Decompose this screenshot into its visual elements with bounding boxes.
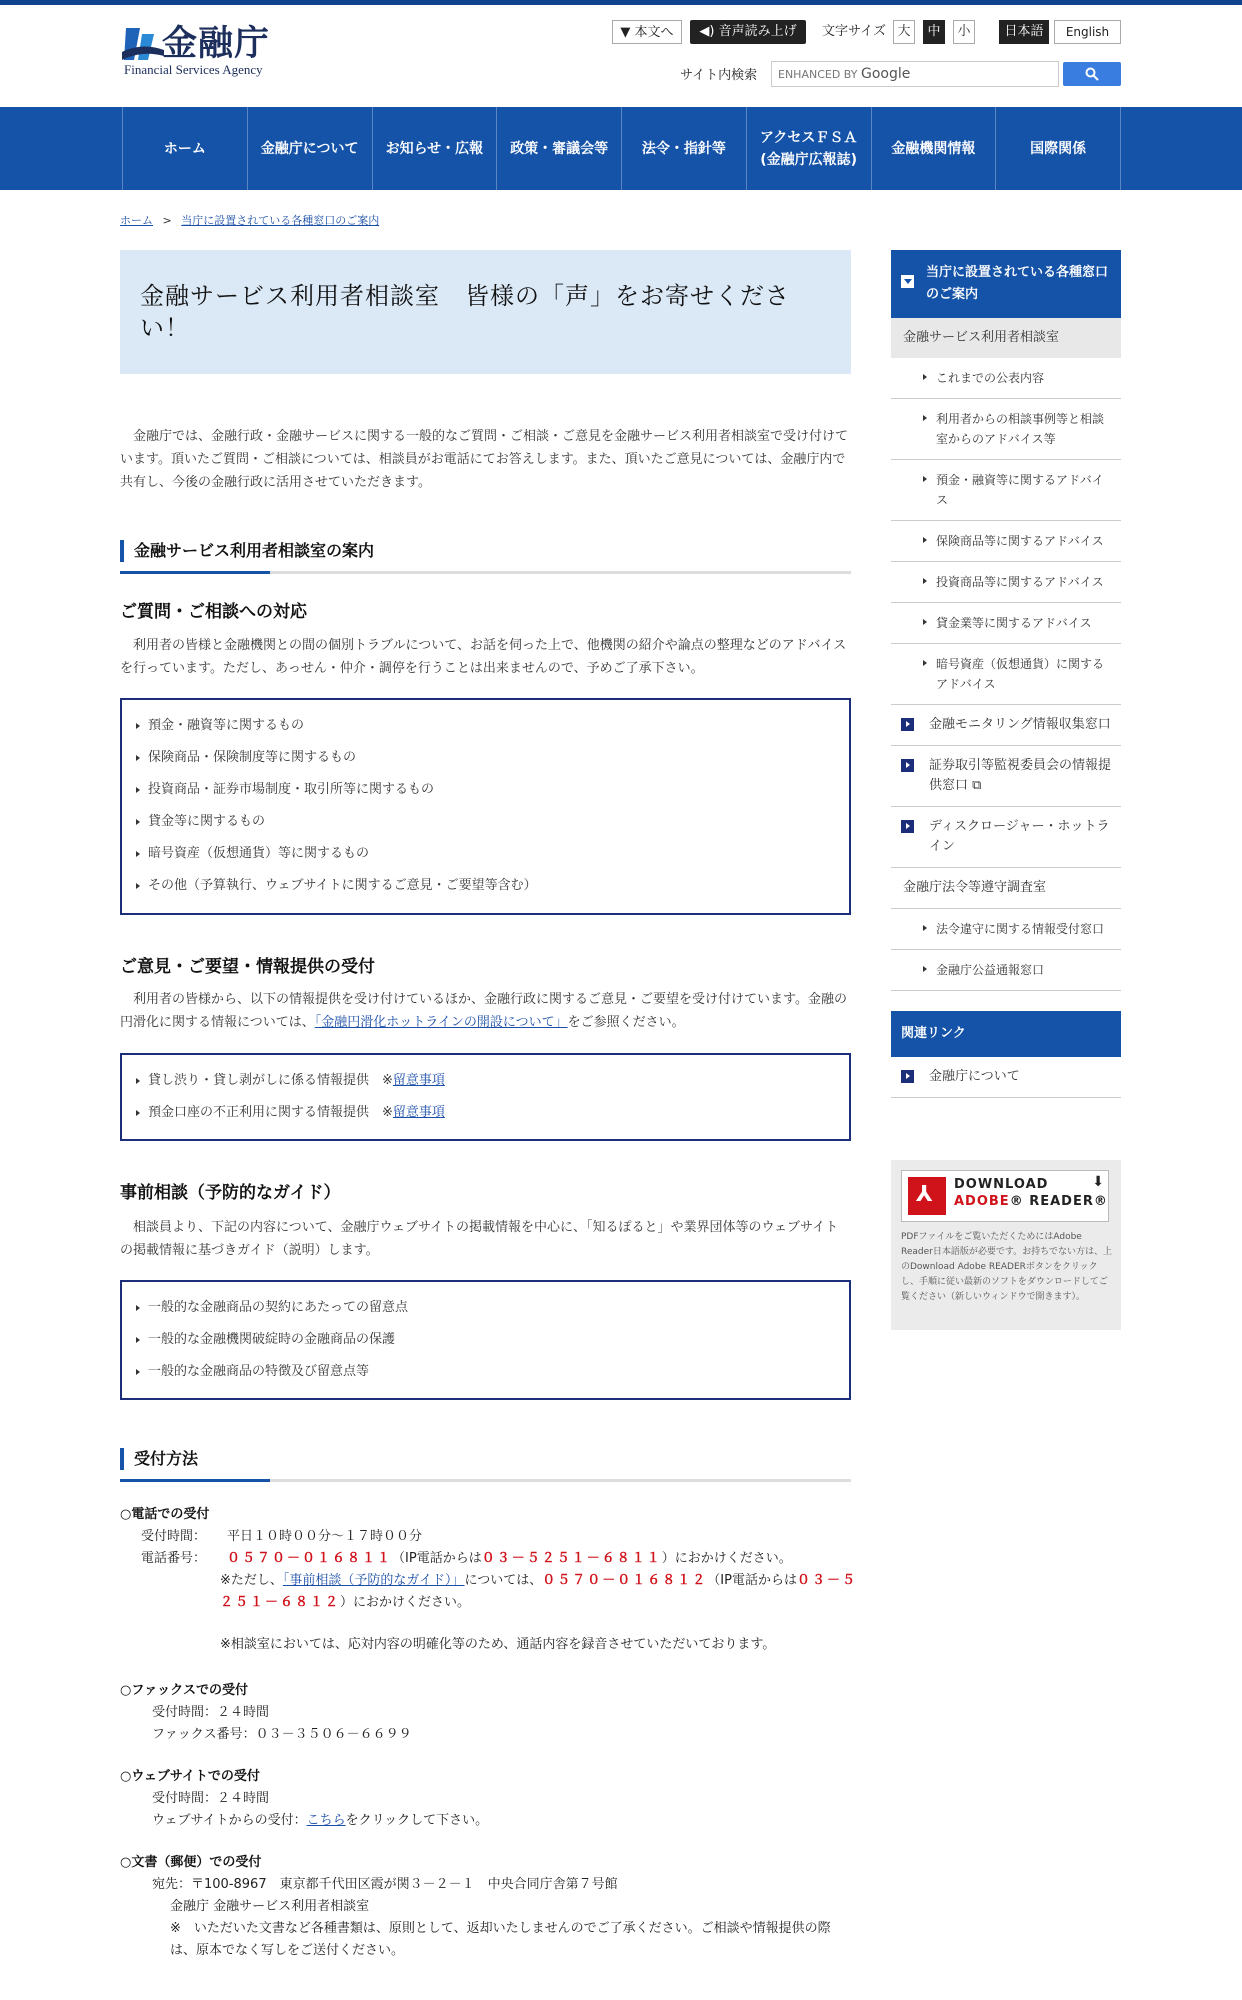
phone-reception-title: ○電話での受付 [120, 1507, 210, 1522]
sidebar-item-sesc[interactable] [891, 746, 1121, 807]
mail-reception-title: ○文書（郵便）での受付 [120, 1855, 262, 1870]
sidebar-spacer [891, 991, 1121, 1011]
phone-ip-number: ０３－５２５１－６８１１ [481, 1551, 662, 1566]
questions-text: 利用者の皆様と金融機関との間の個別トラブルについて、お話を伺った上で、他機関の紹介や論点の整理などのアドバイスを行っています。ただし、あっせん・仲介・調停を行うことは出来ませんので、予めご了承下さい。 [120, 638, 847, 676]
phone-note-number: ０５７０－０１６８１２ [542, 1573, 708, 1588]
heading-bar [120, 540, 124, 562]
list-item: 保険商品・保険制度等に関するもの [134, 742, 837, 774]
search-button[interactable] [1063, 62, 1121, 86]
adobe-reader-label [954, 1194, 1108, 1209]
web-text-part1: ウェブサイトからの受付： [152, 1813, 307, 1828]
search-icon [1085, 67, 1099, 81]
sidebar-item-compliance-office[interactable]: 金融庁法令等遵守調査室 [891, 868, 1121, 909]
breadcrumb-home-link[interactable]: ホーム [120, 214, 153, 227]
sidebar-subitem[interactable]: 預金・融資等に関するアドバイス [891, 460, 1121, 521]
fsa-logo-mark-icon [122, 24, 164, 64]
voice-readout-button[interactable]: ◀) 音声読み上げ [690, 20, 806, 44]
adobe-logo-icon: ⅄ [908, 1177, 946, 1215]
site-search-label: サイト内検索 [680, 68, 758, 83]
related-link-label: 金融庁について [929, 1069, 1020, 1084]
sidebar-header-text: 当庁に設置されている各種窓口のご案内 [926, 265, 1109, 302]
external-window-icon: ⧉ [972, 778, 982, 793]
phone-note-line [220, 1570, 860, 1614]
sidebar-subitem[interactable]: 貸金業等に関するアドバイス [891, 603, 1121, 644]
list-item: 一般的な金融機関破綻時の金融商品の保護 [134, 1324, 837, 1356]
list-item: 預金・融資等に関するもの [134, 710, 837, 742]
heading-underline-accent [120, 571, 270, 574]
search-placeholder-brand: Google [860, 66, 911, 82]
sidebar-item-consultation-room[interactable]: 金融サービス利用者相談室 [891, 318, 1121, 358]
sidebar [891, 250, 1121, 1098]
list-item: その他（予算執行、ウェブサイトに関するご意見・ご要望等含む） [134, 870, 837, 902]
web-hours: 受付時間：２４時間 [152, 1791, 270, 1806]
sidebar-header [891, 250, 1121, 318]
subheading-opinions: ご意見・ご要望・情報提供の受付 [120, 957, 375, 977]
list-item: 一般的な金融商品の特徴及び留意点等 [134, 1356, 837, 1388]
phone-ip-suffix: ）におかけください。 [661, 1551, 792, 1566]
opinions-text-part1: 利用者の皆様から、以下の情報提供を受け付けているほか、金融行政に関するご意見・ご要望を受け付けています。金融の円滑化に関する情報については、 [120, 992, 847, 1030]
arrow-right-icon [901, 1070, 914, 1083]
font-size-large-button[interactable]: 大 [893, 20, 915, 44]
phone-number: ０５７０－０１６８１１ [227, 1551, 393, 1566]
list-item-text: 貸し渋り・貸し剥がしに係る情報提供 ※ [148, 1073, 393, 1088]
arrow-right-icon [901, 820, 914, 833]
nav-access-fsa-line2: (金融庁広報誌) [760, 151, 858, 168]
collapse-icon[interactable] [901, 275, 914, 288]
web-text-part2: をクリックして下さい。 [345, 1813, 489, 1828]
intro-text: 金融庁では、金融行政・金融サービスに関する一般的なご質問・ご相談・ご意見を金融サービス利用者相談室で受け付けています。頂いたご質問・ご相談については、相談員がお電話にてお答えします。また、頂いたご意見については、金融庁内で共有し、今後の金融行政に活用させていただきます。 [120, 429, 849, 490]
preventive-guide-link[interactable]: 「事前相談（予防的なガイド）」 [282, 1573, 465, 1588]
arrow-right-icon [901, 718, 914, 731]
sidebar-item-monitoring[interactable] [891, 705, 1121, 746]
download-arrow-icon: ⬇ [1092, 1174, 1104, 1190]
sidebar-item-disclosure[interactable] [891, 807, 1121, 868]
logo-english: Financial Services Agency [124, 62, 263, 77]
breadcrumb-separator: > [162, 214, 172, 227]
heading-bar [120, 1448, 124, 1470]
fsa-logo[interactable] [122, 22, 292, 78]
mail-recipient: 金融庁 金融サービス利用者相談室 [170, 1899, 370, 1914]
adobe-note: PDFファイルをご覧いただくためにはAdobe Reader日本語版が必要です。お持ちでない方は、上のDownload Adobe READERボタンをクリックし、手順に従い最新のソフトをダウンロードしてご覧ください（新しいウィンドウで開きます）。 [901, 1232, 1113, 1302]
phone-ip-prefix: （IP電話からは [392, 1551, 482, 1566]
search-placeholder: ENHANCED BY [778, 68, 858, 81]
skip-to-content-button[interactable]: ▼ 本文へ [612, 20, 682, 44]
adobe-label: ADOBE [954, 1194, 1010, 1209]
preventive-guide-list-box [120, 1280, 851, 1400]
phone-hours-label: 受付時間： [141, 1529, 207, 1544]
opinions-text-part2: をご参照ください。 [567, 1015, 685, 1030]
smoothing-hotline-link[interactable]: 「金融円滑化ホットラインの開設について」 [314, 1015, 568, 1030]
list-item: 一般的な金融商品の契約にあたっての留意点 [134, 1292, 837, 1324]
web-form-link[interactable]: こちら [306, 1813, 346, 1828]
sidebar-subitem[interactable]: 暗号資産（仮想通貨）に関するアドバイス [891, 644, 1121, 705]
opinions-text [120, 988, 851, 1034]
heading-underline-accent [120, 1479, 270, 1482]
sidebar-subitem[interactable]: 法令違守に関する情報受付窓口 [891, 909, 1121, 950]
download-adobe-reader-button[interactable] [901, 1170, 1109, 1222]
top-accent-line [0, 0, 1242, 5]
sidebar-subitem[interactable]: これまでの公表内容 [891, 358, 1121, 399]
phone-recording-note: ※相談室においては、応対内容の明確化等のため、通話内容を録音させていただいております。 [220, 1637, 776, 1652]
section-heading-guide-text: 金融サービス利用者相談室の案内 [134, 541, 375, 560]
reader-label: ® READER® [1009, 1194, 1108, 1209]
questions-list-box [120, 698, 851, 915]
page-title: 金融サービス利用者相談室 皆様の「声」をお寄せください！ [140, 282, 790, 342]
arrow-right-icon [901, 759, 914, 772]
download-label: DOWNLOAD [954, 1177, 1049, 1192]
opinions-list-box [120, 1053, 851, 1141]
sidebar-subitem[interactable]: 投資商品等に関するアドバイス [891, 562, 1121, 603]
list-item: 暗号資産（仮想通貨）等に関するもの [134, 838, 837, 870]
breadcrumb-current-link[interactable]: 当庁に設置されている各種窓口のご案内 [181, 214, 380, 227]
fax-reception-title: ○ファックスでの受付 [120, 1683, 248, 1698]
mail-address: 宛先：〒100-8967 東京都千代田区霞が関３－２－１ 中央合同庁舎第７号館 [152, 1877, 618, 1892]
font-size-medium-button[interactable]: 中 [923, 20, 945, 44]
nav-access-fsa-line1: アクセスＦＳＡ [759, 129, 858, 146]
phone-note-prefix: ※ただし、 [220, 1573, 283, 1588]
nav-item-policy[interactable]: 政策・審議会等 [497, 107, 622, 190]
nav-item-law[interactable]: 法令・指針等 [622, 107, 747, 190]
list-item-text: 預金口座の不正利用に関する情報提供 ※ [148, 1105, 393, 1120]
font-size-label: 文字サイズ [822, 24, 886, 39]
fax-number: ファックス番号：０３－３５０６－６６９９ [152, 1727, 412, 1742]
subheading-questions: ご質問・ご相談への対応 [120, 602, 307, 622]
nav-item-institutions[interactable]: 金融機関情報 [872, 107, 997, 190]
list-item [134, 1065, 837, 1097]
section-heading-reception-text: 受付方法 [134, 1449, 199, 1468]
breadcrumb [120, 212, 379, 228]
sidebar-subitem[interactable]: 金融庁公益通報窓口 [891, 950, 1121, 991]
list-item: 貸金等に関するもの [134, 806, 837, 838]
main-nav [0, 107, 1242, 190]
phone-number-line [227, 1548, 792, 1570]
sidebar-subitem[interactable]: 保険商品等に関するアドバイス [891, 521, 1121, 562]
lang-english-button[interactable]: English [1054, 20, 1121, 44]
nav-item-about[interactable]: 金融庁について [248, 107, 373, 190]
nav-item-news[interactable]: お知らせ・広報 [373, 107, 498, 190]
preventive-guide-text: 相談員より、下記の内容について、金融庁ウェブサイトの掲載情報を中心に、「知るぽると」や業界団体等のウェブサイトの掲載情報に基づきガイド（説明）します。 [120, 1220, 839, 1258]
phone-note-suffix: ）におかけください。 [340, 1595, 471, 1610]
font-size-small-button[interactable]: 小 [953, 20, 975, 44]
phone-number-label: 電話番号： [141, 1551, 207, 1566]
phone-note-mid: については、 [464, 1573, 543, 1588]
notes-link[interactable]: 留意事項 [392, 1073, 445, 1088]
phone-note-ip-number: ０３－５２５１－６８１２ [220, 1573, 857, 1610]
fax-hours: 受付時間：２４時間 [152, 1705, 270, 1720]
web-reception-line [152, 1810, 488, 1832]
page-title-box [120, 250, 851, 374]
notes-link[interactable]: 留意事項 [392, 1105, 445, 1120]
phone-note-ip-prefix: （IP電話からは [707, 1573, 797, 1588]
sidebar-item-label: ディスクロージャー・ホットライン [929, 819, 1110, 854]
section-heading-guide [120, 540, 851, 574]
nav-item-home[interactable]: ホーム [123, 107, 248, 190]
list-item: 投資商品・証券市場制度・取引所等に関するもの [134, 774, 837, 806]
lang-japanese-button[interactable]: 日本語 [999, 20, 1049, 44]
sidebar-item-label: 証券取引等監視委員会の情報提供窓口 [929, 758, 1112, 793]
phone-hours: 平日１０時００分～１７時００分 [227, 1529, 423, 1544]
logo-japanese: 金融庁 [162, 24, 271, 64]
related-link-about[interactable] [891, 1057, 1121, 1098]
section-heading-reception [120, 1448, 851, 1482]
subheading-preventive-guide: 事前相談（予防的なガイド） [120, 1183, 341, 1203]
sidebar-subitem[interactable]: 利用者からの相談事例等と相談室からのアドバイス等 [891, 399, 1121, 460]
sidebar-item-label: 金融モニタリング情報収集窓口 [929, 717, 1111, 732]
mail-note: ※ いただいた文書など各種書類は、原則として、返却いたしませんのでご了承ください。ご相談や情報提供の際は、原本でなく写しをご送付ください。 [170, 1921, 831, 1958]
list-item [134, 1097, 837, 1129]
nav-item-access-fsa[interactable] [747, 107, 872, 190]
search-input[interactable] [771, 61, 1059, 87]
nav-item-international[interactable]: 国際関係 [996, 107, 1121, 190]
web-reception-title: ○ウェブサイトでの受付 [120, 1769, 260, 1784]
adobe-reader-box [891, 1160, 1121, 1330]
related-links-header: 関連リンク [891, 1011, 1121, 1057]
